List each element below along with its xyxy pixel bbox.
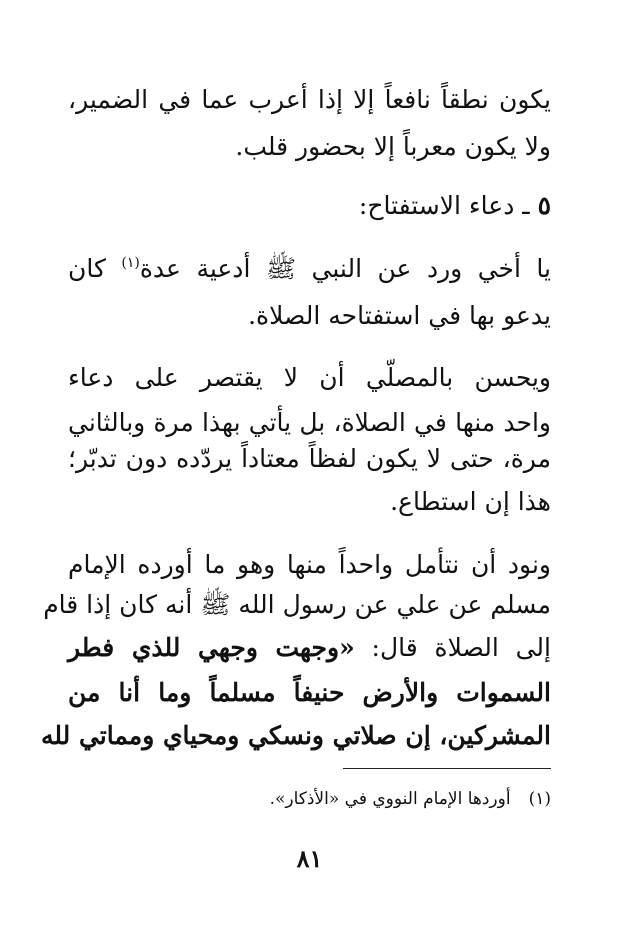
- paragraph-2-line-1: [68, 249, 551, 289]
- section-title: دعاء الاستفتاح:: [358, 191, 515, 220]
- paragraph-3-line-1: ويحسن بالمصلّي أن لا يقتصر على دعاء: [68, 363, 551, 392]
- paragraph-4-line-3-text: إلى الصلاة قال:: [354, 633, 551, 662]
- text-line-2: ولا يكون معرباً إلا بحضور قلب.: [235, 132, 551, 161]
- footnote-text: أوردها الإمام النووي في «الأذكار».: [269, 789, 511, 809]
- quoted-supplication-start: «وجهت وجهي للذي فطر: [68, 633, 355, 662]
- paragraph-2-line-1-end: كان: [68, 254, 122, 283]
- section-dash: ـ: [522, 191, 530, 220]
- section-number: ٥: [537, 191, 551, 220]
- paragraph-4-line-2: مسلم عن علي عن رسول الله ﷺ أنه كان إذا قام: [43, 590, 551, 619]
- paragraph-2-line-1-text: يا أخي ورد عن النبي ﷺ أدعية عدة: [139, 254, 551, 283]
- footnote-reference: (١): [121, 255, 140, 271]
- paragraph-4-line-5: المشركين، إن صلاتي ونسكي ومحياي ومماتي لله: [40, 721, 551, 750]
- footnote-number: (١): [528, 789, 551, 809]
- paragraph-2-line-2: يدعو بها في استفتاحه الصلاة.: [248, 301, 551, 330]
- footnote-separator: [343, 768, 551, 769]
- paragraph-4-line-1: ونود أن نتأمل واحداً منها وهو ما أورده الإمام: [68, 550, 551, 579]
- text-line-1: يكون نطقاً نافعاً إلا إذا أعرب عما في الضمير،: [68, 85, 551, 114]
- paragraph-4-line-4: السموات والأرض حنيفاً مسلماً وما أنا من: [68, 678, 551, 707]
- footnote: [270, 786, 551, 812]
- paragraph-3-line-4: هذا إن استطاع.: [390, 487, 551, 516]
- section-heading: [359, 186, 551, 226]
- paragraph-3-line-3: مرة، حتى لا يكون لفظاً معتاداً يردّده دون تدبّر؛: [68, 444, 551, 473]
- paragraph-3-line-2: واحد منها في الصلاة، بل يأتي بهذا مرة وبالثاني: [68, 408, 551, 437]
- paragraph-4-line-3: [68, 628, 551, 668]
- page-number: ٨١: [296, 844, 323, 873]
